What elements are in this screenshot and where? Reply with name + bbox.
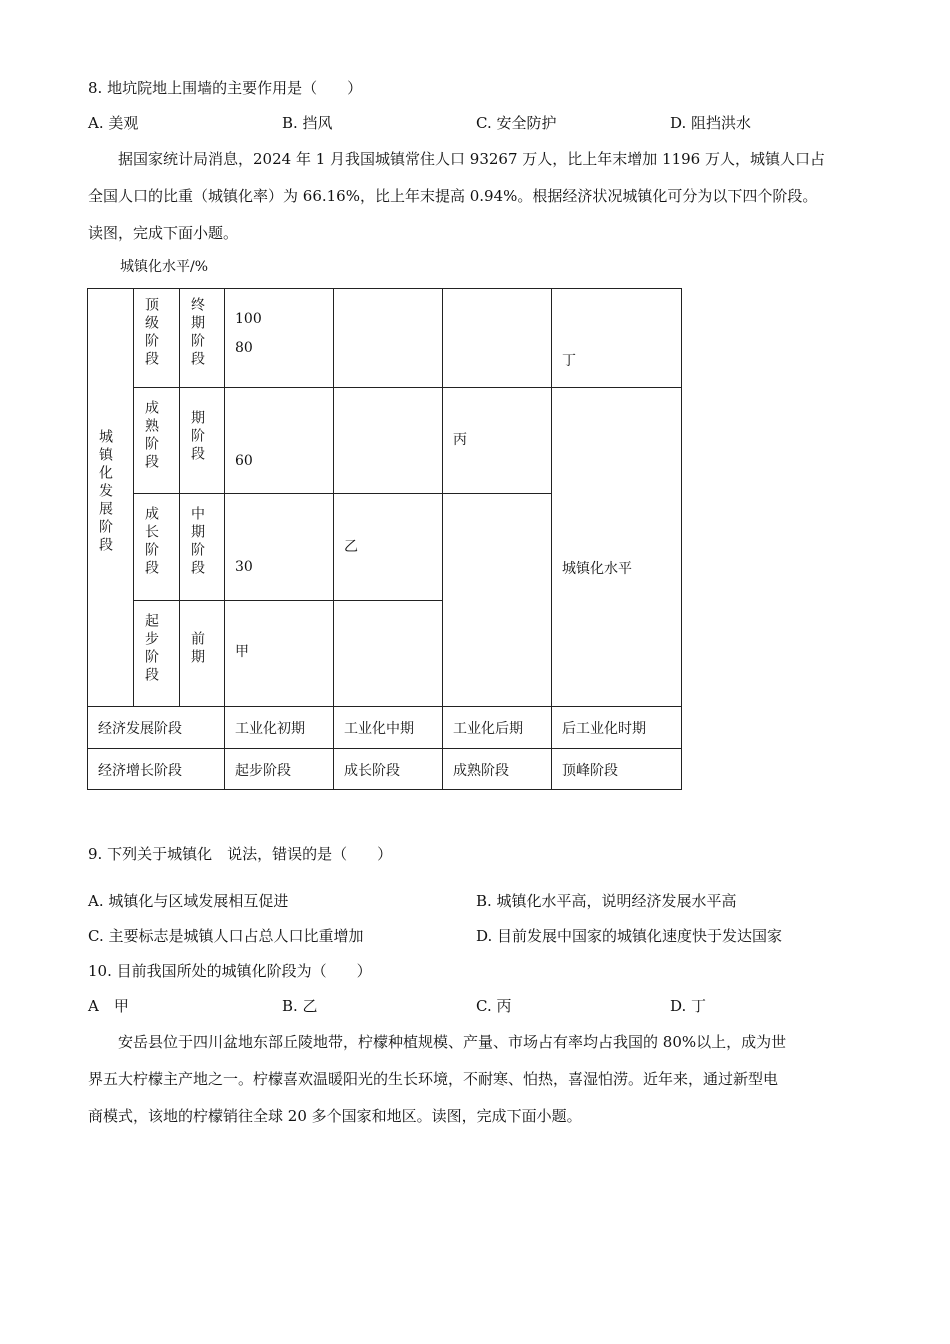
period-final: 终期阶段: [189, 297, 205, 369]
q9-option-d: D. 目前发展中国家的城镇化速度快于发达国家: [476, 927, 783, 945]
level-30: 30: [235, 559, 253, 575]
period-cell-late: [179, 387, 225, 494]
econ-growth-cell-1: [224, 748, 334, 790]
level-60: 60: [235, 453, 253, 469]
grid-c7-r1: [551, 288, 682, 388]
stage-growth: 成长阶段: [143, 506, 159, 578]
period-cell-mid: [179, 493, 225, 601]
econ-growth-cell-3: [442, 748, 552, 790]
grid-c5-r1: [333, 288, 443, 388]
passage2-line2: 界五大柠檬主产地之一。柠檬喜欢温暖阳光的生长环境，不耐寒、怕热，喜湿怕涝。近年来，通过新型电: [88, 1070, 779, 1088]
level-label: 城镇化水平: [562, 561, 632, 577]
period-mid: 中期阶段: [189, 506, 205, 578]
stage-mature: 成熟阶段: [143, 400, 159, 472]
q9-option-c: C. 主要标志是城镇人口占总人口比重增加: [88, 927, 364, 945]
q9-option-b: B. 城镇化水平高，说明经济发展水平高: [476, 892, 737, 910]
passage1-line1: 据国家统计局消息，2024 年 1 月我国城镇常住人口 93267 万人，比上年末增加 1196 万人，城镇人口占: [118, 150, 825, 168]
grid-c4-r4: [224, 600, 334, 707]
econ-growth-3: 成熟阶段: [453, 763, 509, 779]
period-late: 期阶段: [189, 410, 205, 464]
period-cell-final: [179, 288, 225, 388]
q8-option-b: B. 挡风: [282, 114, 333, 132]
q8-option-d: D. 阻挡洪水: [670, 114, 752, 132]
q8-option-c: C. 安全防护: [476, 114, 557, 132]
q10-option-c: C. 丙: [476, 997, 512, 1015]
stage-cell-growth: [133, 493, 180, 601]
econ-dev-2: 工业化中期: [344, 721, 414, 737]
q9-option-a: A. 城镇化与区域发展相互促进: [88, 892, 289, 910]
econ-dev-cell-3: [442, 706, 552, 749]
econ-dev-cell-2: [333, 706, 443, 749]
grid-c5-r2: [333, 387, 443, 494]
grid-c5-r4: [333, 600, 443, 707]
stage-top: 顶级阶段: [143, 297, 159, 369]
marker-ding: 丁: [562, 353, 576, 369]
grid-c6-r2: [442, 387, 552, 494]
marker-bing: 丙: [453, 432, 467, 448]
econ-growth-label-cell: [87, 748, 225, 790]
econ-dev-4: 后工业化时期: [562, 721, 646, 737]
marker-jia: 甲: [235, 644, 249, 660]
grid-c4-r2: [224, 387, 334, 494]
q10-option-d: D. 丁: [670, 997, 707, 1015]
period-cell-early: [179, 600, 225, 707]
stage-cell-top: [133, 288, 180, 388]
econ-dev-label-cell: [87, 706, 225, 749]
passage1-line2: 全国人口的比重（城镇化率）为 66.16%，比上年末提高 0.94%。根据经济状况城镇化可分为以下四个阶段。: [88, 187, 818, 205]
grid-c6-r34: [442, 493, 552, 707]
grid-c5-r3: [333, 493, 443, 601]
econ-dev-cell-4: [551, 706, 682, 749]
stage-header: 城镇化发展阶段: [97, 429, 113, 555]
level-80: 80: [235, 340, 253, 356]
stage-cell-mature: [133, 387, 180, 494]
econ-growth-1: 起步阶段: [235, 763, 291, 779]
econ-growth-cell-2: [333, 748, 443, 790]
econ-dev-cell-1: [224, 706, 334, 749]
econ-growth-2: 成长阶段: [344, 763, 400, 779]
grid-c7-r234: [551, 387, 682, 707]
econ-dev-label: 经济发展阶段: [98, 721, 182, 737]
econ-growth-cell-4: [551, 748, 682, 790]
marker-yi: 乙: [344, 539, 358, 555]
q8-stem: 8. 地坑院地上围墙的主要作用是（ ）: [88, 79, 363, 97]
q9-stem: 9. 下列关于城镇化 说法，错误的是（ ）: [88, 845, 393, 863]
stage-cell-start: [133, 600, 180, 707]
table-ylabel: 城镇化水平/%: [120, 259, 209, 275]
q8-option-a: A. 美观: [88, 114, 139, 132]
stage-start: 起步阶段: [143, 613, 159, 685]
stage-header-cell: [87, 288, 134, 707]
urbanization-table: [87, 288, 682, 790]
grid-c6-r1: [442, 288, 552, 388]
period-early: 前期: [189, 631, 205, 667]
q10-option-a: A 甲: [88, 997, 129, 1015]
passage2-line1: 安岳县位于四川盆地东部丘陵地带，柠檬种植规模、产量、市场占有率均占我国的 80%以上，成为世: [118, 1033, 787, 1051]
q10-stem: 10. 目前我国所处的城镇化阶段为（ ）: [88, 962, 372, 980]
econ-growth-4: 顶峰阶段: [562, 763, 618, 779]
grid-c4-r1: [224, 288, 334, 388]
q10-option-b: B. 乙: [282, 997, 318, 1015]
econ-growth-label: 经济增长阶段: [98, 763, 182, 779]
econ-dev-3: 工业化后期: [453, 721, 523, 737]
level-100: 100: [235, 311, 262, 327]
econ-dev-1: 工业化初期: [235, 721, 305, 737]
passage1-line3: 读图，完成下面小题。: [88, 224, 239, 242]
passage2-line3: 商模式，该地的柠檬销往全球 20 多个国家和地区。读图，完成下面小题。: [88, 1107, 582, 1125]
grid-c4-r3: [224, 493, 334, 601]
